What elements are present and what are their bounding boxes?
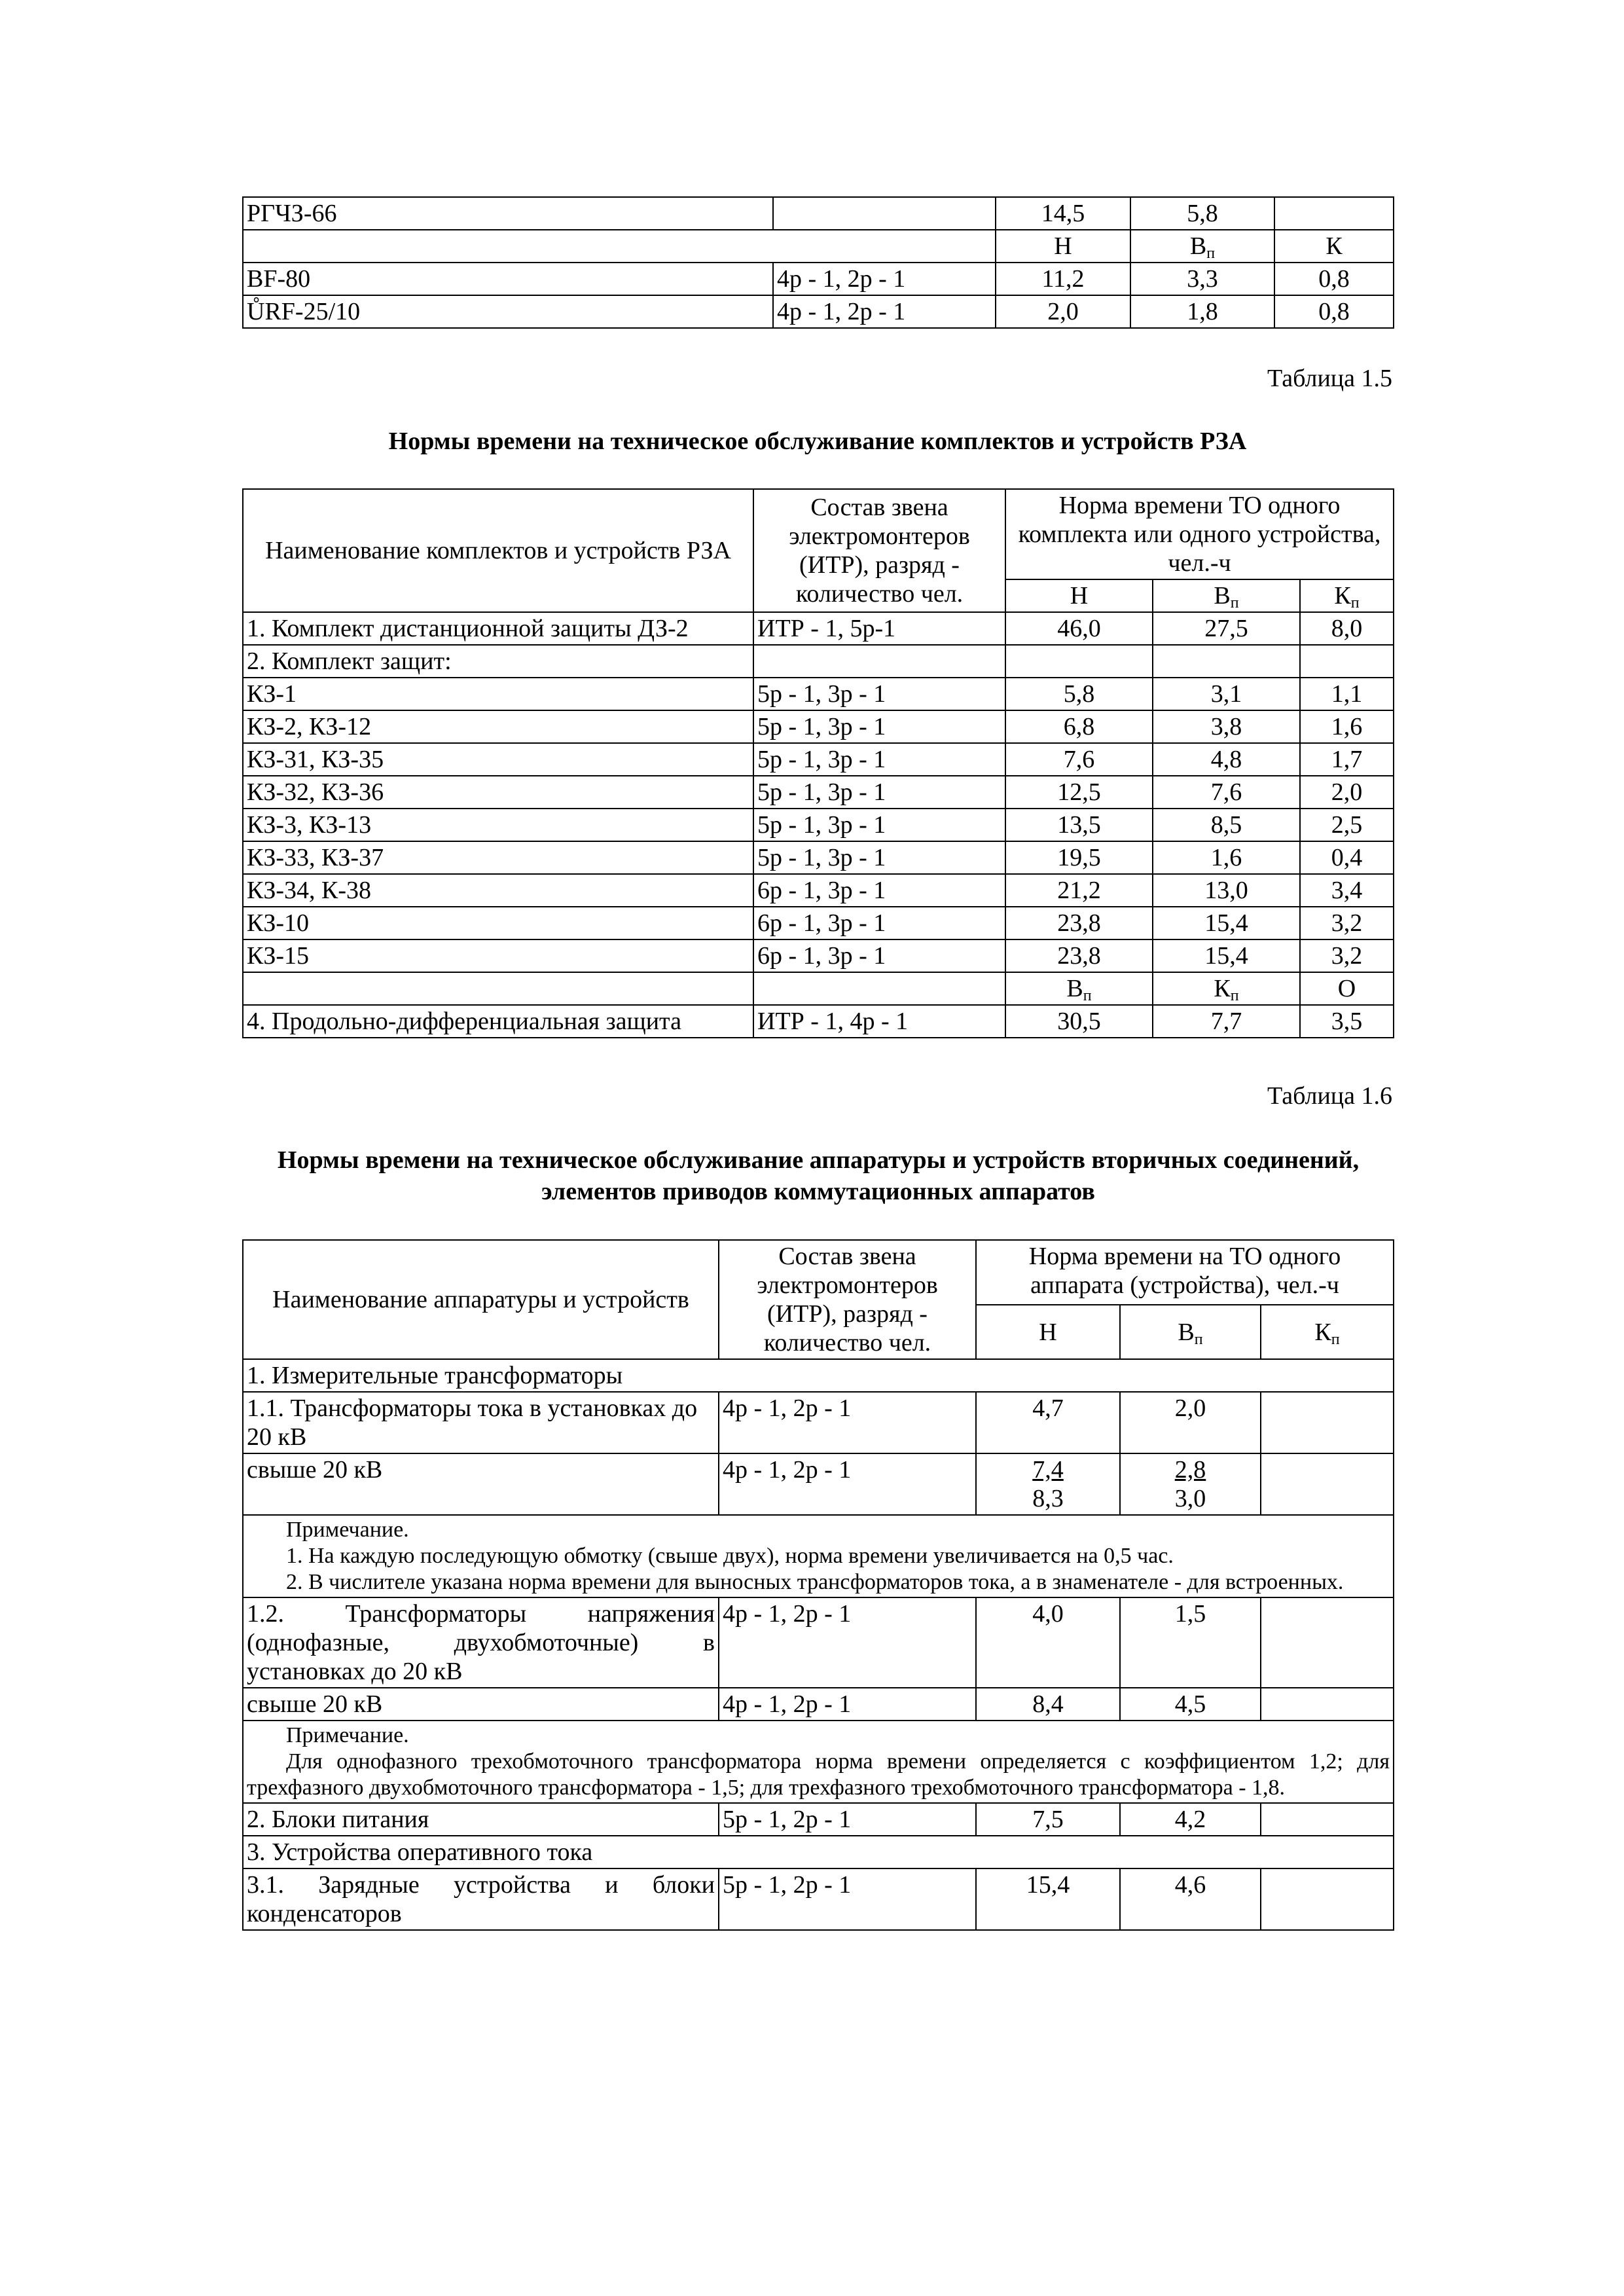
table-cell: свыше 20 кВ <box>243 1453 719 1515</box>
table-cell <box>1005 645 1153 678</box>
subheader-k: $К_п$ <box>1153 972 1300 1005</box>
table-cell: 23,8 <box>1005 907 1153 939</box>
table-cell <box>1261 1392 1394 1453</box>
table-cell: 5,8 <box>1005 678 1153 710</box>
table-cell: 12,5 <box>1005 776 1153 809</box>
note-title: Примечание. <box>286 1723 409 1747</box>
table-cell: 8,5 <box>1153 809 1300 841</box>
table-cell: 4р - 1, 2р - 1 <box>773 263 996 295</box>
table-row <box>243 1597 1394 1688</box>
table-1-5-label: Таблица 1.5 <box>1267 365 1392 392</box>
table-cell: КЗ-32, КЗ-36 <box>243 776 753 809</box>
table-cell: 15,4 <box>1153 907 1300 939</box>
table-cell: 5р - 1, 3р - 1 <box>753 710 1005 743</box>
table-cell: 1,6 <box>1300 710 1394 743</box>
table-row <box>243 197 1394 230</box>
table-row <box>243 230 1394 263</box>
table-cell: 8,0 <box>1300 612 1394 645</box>
table-cell: 3,2 <box>1300 939 1394 972</box>
table-cell: К <box>1274 230 1394 263</box>
table-cell: 7,5 <box>976 1803 1120 1836</box>
table-cell: 4,6 <box>1120 1868 1261 1930</box>
table-cell: ŮRF-25/10 <box>243 295 773 328</box>
table-cell: 6р - 1, 3р - 1 <box>753 874 1005 907</box>
header-name: Наименование комплектов и устройств РЗА <box>243 489 753 612</box>
table-row <box>243 710 1394 743</box>
table-cell <box>1261 1597 1394 1688</box>
table-cell: 2. Блоки питания <box>243 1803 719 1836</box>
note-row <box>243 1515 1394 1597</box>
table-row <box>243 1868 1394 1930</box>
table-cell: 1. Комплект дистанционной защиты ДЗ-2 <box>243 612 753 645</box>
note-text: Для однофазного трехобмоточного трансформатора норма времени определяется с коэффициентом 1,2; для трехфазного двухобмоточного трансформатора - 1,5; для трехфазного трехобмоточного трансформатора - 1,8. <box>247 1749 1390 1800</box>
table-cell: 11,2 <box>996 263 1130 295</box>
table-cell: 5р - 1, 3р - 1 <box>753 776 1005 809</box>
table-cell: BF-80 <box>243 263 773 295</box>
table-cell: 5,8 <box>1130 197 1274 230</box>
table-cell: КЗ-34, К-38 <box>243 874 753 907</box>
table-cell: 4р - 1, 2р - 1 <box>773 295 996 328</box>
table-cell: 19,5 <box>1005 841 1153 874</box>
table-cell: 6р - 1, 3р - 1 <box>753 907 1005 939</box>
table-cell: 1,5 <box>1120 1597 1261 1688</box>
table-row <box>243 743 1394 776</box>
table-subheader-row <box>243 972 1394 1005</box>
table-cell: 3,1 <box>1153 678 1300 710</box>
table-cell: 3,4 <box>1300 874 1394 907</box>
table-cell: 0,4 <box>1300 841 1394 874</box>
table-cell <box>1153 645 1300 678</box>
table-cell <box>1300 645 1394 678</box>
header-v: $В_п$ <box>1153 579 1300 612</box>
note-line: 2. В числителе указана норма времени для выносных трансформаторов тока, а в знаменателе - для встроенных. <box>286 1570 1344 1594</box>
table-cell: КЗ-2, КЗ-12 <box>243 710 753 743</box>
table-cell: 4р - 1, 2р - 1 <box>719 1392 976 1453</box>
table-cell: 21,2 <box>1005 874 1153 907</box>
table-cell <box>753 645 1005 678</box>
table-header-row <box>243 489 1394 579</box>
table-cell: 8,4 <box>976 1688 1120 1721</box>
table-cell: 7,6 <box>1005 743 1153 776</box>
header-k: $К_п$ <box>1261 1305 1394 1359</box>
table-cell: 1,7 <box>1300 743 1394 776</box>
table-cell: 5р - 1, 2р - 1 <box>719 1803 976 1836</box>
header-n: Н <box>976 1305 1120 1359</box>
table-1-6-label: Таблица 1.6 <box>1267 1082 1392 1110</box>
table-row <box>243 809 1394 841</box>
table-row <box>243 295 1394 328</box>
header-v: $В_п$ <box>1120 1305 1261 1359</box>
header-n: Н <box>1005 579 1153 612</box>
table-cell <box>1261 1453 1394 1515</box>
table-cell: 2,0 <box>996 295 1130 328</box>
table-cell <box>1261 1868 1394 1930</box>
table-cell: 0,8 <box>1274 295 1394 328</box>
table-cell: 5р - 1, 3р - 1 <box>753 743 1005 776</box>
fraction-cell <box>976 1453 1120 1515</box>
table-cell: 7,6 <box>1153 776 1300 809</box>
numerator: 7,4 <box>1032 1456 1064 1484</box>
table-cell: РГЧЗ-66 <box>243 197 773 230</box>
header-norm: Норма времени на ТО одного аппарата (устройства), чел.-ч <box>976 1240 1394 1305</box>
numerator: 2,8 <box>1174 1456 1206 1484</box>
table-cell: 6,8 <box>1005 710 1153 743</box>
table-cell: 4р - 1, 2р - 1 <box>719 1688 976 1721</box>
table-cell: 4,2 <box>1120 1803 1261 1836</box>
table-cell <box>243 972 753 1005</box>
table-cell <box>773 197 996 230</box>
table-row <box>243 874 1394 907</box>
table-cell: КЗ-31, КЗ-35 <box>243 743 753 776</box>
note-line: 1. На каждую последующую обмотку (свыше двух), норма времени увеличивается на 0,5 час. <box>286 1544 1174 1568</box>
table-1-5 <box>242 488 1394 1038</box>
table-cell: 4,5 <box>1120 1688 1261 1721</box>
table-row <box>243 678 1394 710</box>
header-crew: Состав звена электромонтеров (ИТР), разряд - количество чел. <box>753 489 1005 612</box>
table-cell: 4,7 <box>976 1392 1120 1453</box>
header-crew: Состав звена электромонтеров (ИТР), разряд - количество чел. <box>719 1240 976 1359</box>
denominator: 3,0 <box>1174 1485 1206 1512</box>
table-cell: 4. Продольно-дифференциальная защита <box>243 1005 753 1038</box>
table-cell: 2,0 <box>1300 776 1394 809</box>
table-cell: 1.2. Трансформаторы напряжения (однофазные, двухобмоточные) в установках до 20 кВ <box>243 1597 719 1688</box>
table-row <box>243 1453 1394 1515</box>
table-cell: КЗ-1 <box>243 678 753 710</box>
table-cell: КЗ-10 <box>243 907 753 939</box>
table-cell: ИТР - 1, 4р - 1 <box>753 1005 1005 1038</box>
header-k: $К_п$ <box>1300 579 1394 612</box>
table-cell: 3,5 <box>1300 1005 1394 1038</box>
table-cell: 2,5 <box>1300 809 1394 841</box>
header-name: Наименование аппаратуры и устройств <box>243 1240 719 1359</box>
table-cell: КЗ-3, КЗ-13 <box>243 809 753 841</box>
table-cell <box>243 230 996 263</box>
section-row <box>243 1836 1394 1868</box>
table-cell: $В_п$ <box>1130 230 1274 263</box>
table-cell: 4р - 1, 2р - 1 <box>719 1597 976 1688</box>
table-row <box>243 263 1394 295</box>
table-cell: 30,5 <box>1005 1005 1153 1038</box>
table-cell: 46,0 <box>1005 612 1153 645</box>
table-row <box>243 645 1394 678</box>
table-cell <box>753 972 1005 1005</box>
table-cell: 2. Комплект защит: <box>243 645 753 678</box>
table-cell: 3,8 <box>1153 710 1300 743</box>
section-row <box>243 1359 1394 1392</box>
table-row <box>243 612 1394 645</box>
table-cell <box>1261 1803 1394 1836</box>
table-cell: 3,3 <box>1130 263 1274 295</box>
table-header-row <box>243 1240 1394 1305</box>
table-cell: 1,6 <box>1153 841 1300 874</box>
fraction-cell <box>1120 1453 1261 1515</box>
top-table <box>242 196 1394 329</box>
table-cell: 0,8 <box>1274 263 1394 295</box>
table-row <box>243 1688 1394 1721</box>
section-title: 3. Устройства оперативного тока <box>243 1836 1394 1868</box>
table-row <box>243 1803 1394 1836</box>
table-cell: 3.1. Зарядные устройства и блоки конденсаторов <box>243 1868 719 1930</box>
table-cell: Н <box>996 230 1130 263</box>
table-cell: 27,5 <box>1153 612 1300 645</box>
table-cell: 6р - 1, 3р - 1 <box>753 939 1005 972</box>
table-cell: 4р - 1, 2р - 1 <box>719 1453 976 1515</box>
table-cell: 5р - 1, 2р - 1 <box>719 1868 976 1930</box>
table-cell: 2,0 <box>1120 1392 1261 1453</box>
table-cell: 13,5 <box>1005 809 1153 841</box>
subheader-o: О <box>1300 972 1394 1005</box>
table-cell <box>1274 197 1394 230</box>
table-row <box>243 1392 1394 1453</box>
section-title: 1. Измерительные трансформаторы <box>243 1359 1394 1392</box>
table-cell: свыше 20 кВ <box>243 1688 719 1721</box>
table-cell: 7,7 <box>1153 1005 1300 1038</box>
table-cell: 14,5 <box>996 197 1130 230</box>
note-row <box>243 1721 1394 1803</box>
table-cell: КЗ-15 <box>243 939 753 972</box>
table-cell: 15,4 <box>976 1868 1120 1930</box>
table-row <box>243 776 1394 809</box>
table-cell: 13,0 <box>1153 874 1300 907</box>
table-cell: 4,0 <box>976 1597 1120 1688</box>
table-1-5-title: Нормы времени на техническое обслуживание комплектов и устройств РЗА <box>388 428 1247 455</box>
table-cell: 23,8 <box>1005 939 1153 972</box>
table-cell: 3,2 <box>1300 907 1394 939</box>
table-row <box>243 841 1394 874</box>
table-cell: 4,8 <box>1153 743 1300 776</box>
table-cell: 5р - 1, 3р - 1 <box>753 809 1005 841</box>
table-cell: 1,8 <box>1130 295 1274 328</box>
note-title: Примечание. <box>286 1518 409 1542</box>
table-row <box>243 939 1394 972</box>
header-norm: Норма времени ТО одного комплекта или одного устройства, чел.-ч <box>1005 489 1394 579</box>
table-cell: 5р - 1, 3р - 1 <box>753 678 1005 710</box>
table-cell <box>1261 1688 1394 1721</box>
table-cell: 1,1 <box>1300 678 1394 710</box>
table-1-6 <box>242 1239 1394 1931</box>
subheader-v: $В_п$ <box>1005 972 1153 1005</box>
table-cell: 5р - 1, 3р - 1 <box>753 841 1005 874</box>
note-cell <box>243 1721 1394 1803</box>
note-cell <box>243 1515 1394 1597</box>
table-cell: 1.1. Трансформаторы тока в установках до 20 кВ <box>243 1392 719 1453</box>
table-1-6-title: Нормы времени на техническое обслуживание аппаратуры и устройств вторичных соединений, элементов приводов коммутационных аппаратов <box>277 1146 1360 1205</box>
table-cell: КЗ-33, КЗ-37 <box>243 841 753 874</box>
table-cell: ИТР - 1, 5р-1 <box>753 612 1005 645</box>
table-cell: 15,4 <box>1153 939 1300 972</box>
table-row <box>243 1005 1394 1038</box>
denominator: 8,3 <box>1032 1485 1064 1512</box>
table-row <box>243 907 1394 939</box>
